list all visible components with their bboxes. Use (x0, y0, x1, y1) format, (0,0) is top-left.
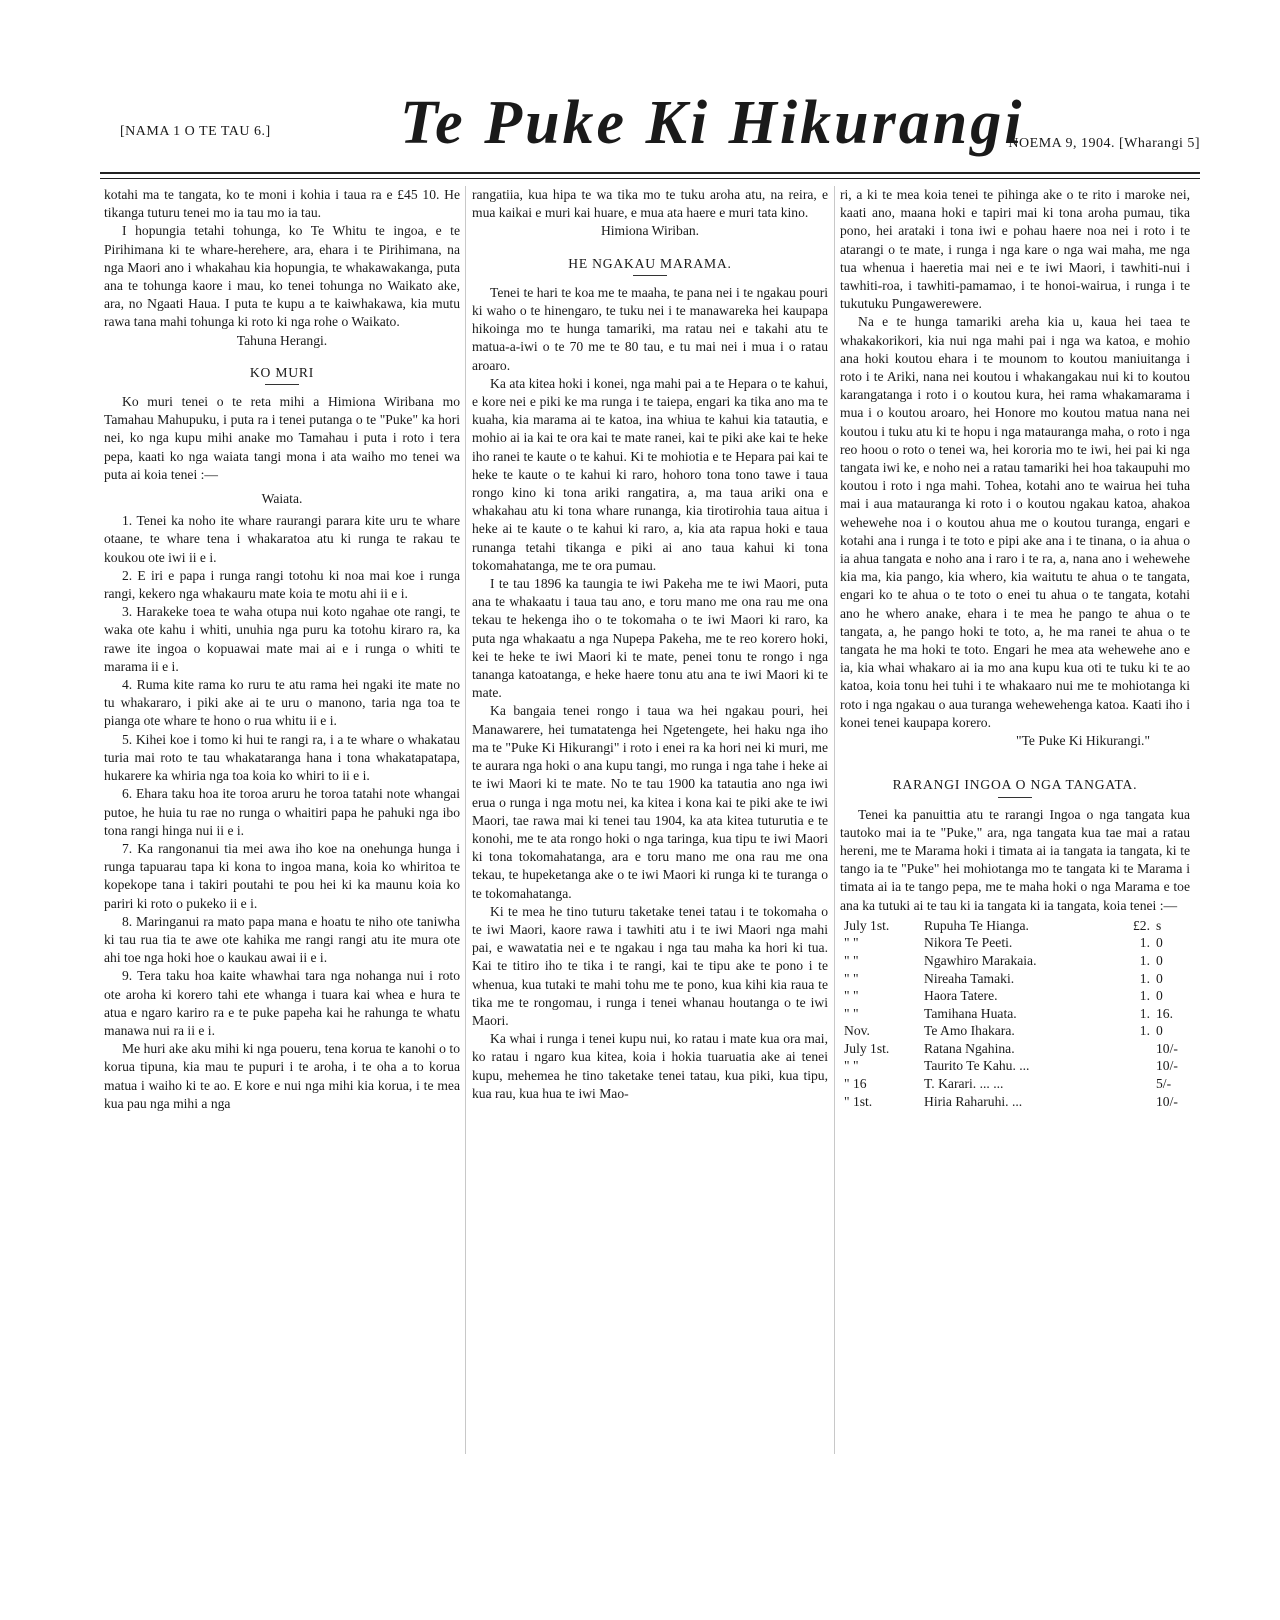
amount-pounds: 1. (1139, 1005, 1150, 1021)
verse: 7. Ka rangonanui tia mei awa iho koe na onehunga hunga i runga tapuarau tapa ki kona to ingoa mana, koia ko whiritoa te kopekope tana i takiri poutahi te pou hei ki ka maunu koia ko pariri ki roto o pukeko ii e i. (104, 840, 460, 911)
subscriber-row (840, 970, 1190, 988)
newspaper-title: Te Puke Ki Hikurangi (400, 89, 1025, 157)
paragraph: Me huri ake aku mihi ki nga poueru, tena korua te kanohi o to korua tipuna, kia mau te pupuri i te aroha, i te oha a to korua matua i waiho ki te ao. E kore e nui nga mihi kia korua, i te mea kua pau nga mihi a nga (104, 1041, 460, 1111)
verse: 6. Ehara taku hoa ite toroa aruru he toroa tatahi note whangai putoe, he huia tu rae no runga o whaitiri papa he pahuki nga ibo tona rangi hinga nui ii e i. (104, 786, 460, 838)
subscriber-name: Nireaha Tamaki. (924, 970, 1015, 986)
heading-rule (265, 384, 299, 385)
verse: 9. Tera taku hoa kaite whawhai tara nga nohanga nui i roto ote aroha ki korero tahi ete whanga i tuara kai whea e hura te atua e ngaro kariro ra e te puke papeha kai he rahunga te whatu manawa nui ra ii e i. (104, 968, 460, 1038)
amount-shillings: 10/- (1156, 1093, 1178, 1109)
subscriber-date: July 1st. (844, 1040, 890, 1056)
amount-shillings: 10/- (1156, 1040, 1178, 1056)
subscriber-name: Haora Tatere. (924, 988, 998, 1004)
subscriber-row (840, 1005, 1190, 1023)
paragraph: Na e te hunga tamariki areha kia u, kaua hei taea te whakakorikori, kia nui nga mahi pai i nga wa katoa, e mohio ana hoki koutou ehara i te mounom to koutou maniuitanga i roto i te Ariki, nana nei koutou i whakangakau nui ki to koutou karangatanga i roto i o koutou kura, hei rama whakamarama i mua i o koutou aroaro, hei Honore mo koutou matua nana nei koutou i tuku atu ki te hopu i nga matauranga maha, o roto i nga reo hoou o roto o tenei wa, hei kororia mo te iwi, hei pai ki nga tangata iwi ke, e noho nei a ratau tamariki hei hoa takaupuhi mo koutou i roto i nga mahi. Tohea, kotahi ano te wairua hei tuha mai i aua matauranga ki roto i o koutou ngakau katoa, ahakoa wehewehe noa i o koutou ahua me o koutou turanga, engari e kotahi ana i runga i te toto e pipi ake ana i te tinana, o ia ahua o ia ahua tangata e noho ana i raro i te ra, a, nana ano i wehewehe kia ma, kia pango, kia whero, kia waitutu te ahua o te tangata, engari ko te ahua o te toto o enei tu ahua o te tangata, kotahi ano he whero anake, ehara i te mea he pango te ahua o te tangata, a, he pango hoki te toto, a, he ma ranei te ahua o te tangata he ma hoki te toto. Engari he mea ata wehewehe ano e ia, kia whai whakaro ai ia mo ana kupu kua oti te tuku ki te ao katoa, koia tonu hei tuhi i te whakaaro nui me te mohiotanga ki roto i nga ngakau o aua turanga wehewehenga katoa. Kaati iho i konei tenei kaupapa korero. (840, 314, 1190, 730)
amount-pounds: £2. (1133, 917, 1150, 933)
subscriber-name: Hiria Raharuhi. ... (924, 1093, 1023, 1109)
subscriber-name: Ratana Ngahina. (924, 1040, 1015, 1056)
verse: 5. Kihei koe i tomo ki hui te rangi ra, i a te whare o whakatau turia mai roto te tau whakataranga hana i tona whakatapatapa, hukarere ka whiria nga toa koia ko whiri to ii e i. (104, 731, 460, 784)
subscriber-date: " " (844, 970, 859, 986)
poem-title: Waiata. (261, 491, 303, 507)
subscriber-date: July 1st. (844, 917, 890, 933)
column-2 (472, 186, 828, 1103)
signature: Tahuna Herangi. (236, 332, 328, 348)
paragraph: Ka ata kitea hoki i konei, nga mahi pai a te Hepara o te kahui, e kore nei e piki ke ma runga i te taiepa, engari ka tika ano ma te kuaha, kia marama ai te katoa, ina whiua te kahui kia tatautia, e mohio ai ia kai te ora kai te mate ranei, kai te piki ake kai te heke iho ranei te kaute o te kahui. Ki te mohiotia e te Hepara pai kai te heke te kaute o te kahui ki raro, hohoro tona tono tawe i taua rongo kino ki tona ariki rangatira, a, ma taua ariki ona e whakahau atu ki tona whare runanga, kia tirotirohia taua aitua i heke ai te kaute o te kahui ki raro, a, kia ata rapua hoki e taua runanga tetahi tikanga e piki ai ano taua kahui ki tona tokomahatanga, me te ora pumau. (472, 375, 828, 573)
amount-pounds (1110, 1040, 1150, 1058)
verse: 1. Tenei ka noho ite whare raurangi parara kite uru te whare otaane, te whare tena i whakaratoa atu ki runga te rakau te koukou ote iwi ii e i. (104, 513, 460, 565)
subscriber-name: Rupuha Te Hianga. (924, 917, 1029, 933)
amount-pounds (1110, 1075, 1150, 1093)
paragraph: ri, a ki te mea koia tenei te pihinga ake o te rito i maroke nei, kaati ano, maana hoki e tapiri mai ki tona aroha pumau, tika pono, hei arataki i tona iwi e pohau haere noa nei i roto i te atarangi o te mate, i runga i nga kare o nga wai maha, me nga tua whenua i haeretia mai nei e te iwi Maori, i tawhiti-nui i tawhiti-roa, i tawhiti-pamamao, i te honoi-wairua, i runga i te tukutuku Pungawerewere. (840, 187, 1190, 312)
subscriber-row (840, 952, 1190, 970)
column-3 (840, 186, 1190, 1110)
amount-shillings: 16. (1156, 1005, 1173, 1021)
subscriber-row (840, 934, 1190, 952)
amount-pounds (1110, 1093, 1150, 1111)
amount-pounds (1110, 1057, 1150, 1075)
paragraph: Ko muri tenei o te reta mihi a Himiona Wiribana mo Tamahau Mahupuku, i puta ra i tenei putanga o te "Puke" ka hori nei, ko nga kupu mihi anake mo Tamahau i puta i roto i tera pepa, kaati ko nga waiata tangi mona i ata waiho mo tenei wa puta ai koia tenei :— (104, 394, 460, 482)
subscriber-name: T. Karari. ... ... (924, 1076, 1004, 1092)
verse: 3. Harakeke toea te waha otupa nui koto ngahae ote rangi, te waka ote kahu i whiti, unuhia nga puru ka totohu kiraro ra, ka rawe ite ingoa o kopuawai mate mai ai e i runga o whiti te marama ii e i. (104, 604, 460, 674)
amount-shillings: 5/- (1156, 1076, 1172, 1092)
section-heading: HE NGAKAU MARAMA. (568, 255, 732, 271)
paragraph: Ka bangaia tenei rongo i taua wa hei ngakau pouri, hei Manawarere, hei tumatatenga hei Ngetengete, hei haku nga iho ma te "Puke Ki Hikurangi" i roto i enei ra ka hori nei ki muri, me te aurara nga hoki o ana kupu tangi, mo runga i nga tahe i heke ai te iwi Maori ki te mate. No te tau 1900 ka tatautia ano nga iwi erua o runga i nga motu nei, ka kitea i kona kai te piki ake te iwi Maori, tae rawa mai ki tenei tau 1904, ka ata kitea tuturutia e te konohi, me te ata rongo hoki o nga taringa, kua tipu te iwi Maori ki tona tokomahatanga, ara e toru mano me ona rau me ona tekau, te hupeketanga ake o te iwi Maori ki runga ki te turanga o te tokomahatanga. (472, 703, 828, 901)
paragraph: Ki te mea he tino tuturu taketake tenei tatau i te tokomaha o te iwi Maori, kaore rawa i tawhiti atu i te iwi Maori nga mahi pai, e wawatatia nei e te ngakau i nga tau maha ka hori ki tua. Kai te titiro iho te tika i te rangi, kai te tipu ake te pono i te whenua, kua tutaki te mahi tohu me te pono, kua kihi kia raua te tika me te rongomau, i runga i tenei whanau houtanga o te iwi Maori. (472, 903, 828, 1028)
paragraph: I te tau 1896 ka taungia te iwi Pakeha me te iwi Maori, puta ana te whakaatu i taua tau ano, e toru mano me ona rau me ona tekau te hekenga iho o te tokomaha o te iwi Maori ki raro, ka puta nga whakaatu a nga Nupepa Pakeha, me te reo korero hoki, kei te heke te iwi Maori ki te mate, penei tonu te rongo i nga tananga katoatanga, e heke haere tonu atu ana te iwi Maori ki te mate. (472, 576, 828, 701)
subscriber-row (840, 1022, 1190, 1040)
section-heading: RARANGI INGOA O NGA TANGATA. (892, 777, 1138, 793)
subscriber-date: " " (844, 952, 859, 968)
heading-rule (633, 275, 667, 276)
subscriber-row (840, 1075, 1190, 1093)
masthead-rule-thin (100, 178, 1200, 179)
subscriber-name: Tamihana Huata. (924, 1005, 1017, 1021)
issue-number: [NAMA 1 O TE TAU 6.] (120, 124, 271, 139)
paragraph: I hopungia tetahi tohunga, ko Te Whitu te ingoa, e te Pirihimana ki te whare-herehere, ara, ehara i te Pirihimana, na nga Maori ano i whakahau kia hopungia, te whakawakanga, puta ana te tohunga kaore i mau, ko tenei tohunga no Waikato ake, ara, no Ngaati Haua. I puta te kupu a te kaiwhakawa, kia mutu rawa tana mahi tohunga ki roto ki nga rohe o Waikato. (104, 223, 460, 330)
subscriber-date: " " (844, 1005, 859, 1021)
subscriber-date: Nov. (844, 1023, 870, 1039)
masthead-rule (100, 172, 1200, 174)
amount-shillings: 0 (1156, 952, 1163, 968)
heading-rule (998, 797, 1032, 798)
subscriber-name: Taurito Te Kahu. ... (924, 1058, 1030, 1074)
verse: 2. E iri e papa i runga rangi totohu ki noa mai koe i runga rangi, kekero nga whakauru mate koia te motu ahi ii e i. (104, 567, 460, 602)
paragraph: Ka whai i runga i tenei kupu nui, ko ratau i mate kua ora mai, ko ratau i ngaro kua kitea, koia i hokia tuaruatia ake ai tenei kupu, mehemea he tino taketake tenei tatau, kua piki, kua tipu, kua rau, kua hua te iwi Mao- (472, 1031, 828, 1101)
amount-shillings: 0 (1156, 988, 1163, 1004)
subscriber-date: " " (844, 1058, 859, 1074)
subscriber-row (840, 987, 1190, 1005)
paragraph: Tenei te hari te koa me te maaha, te pana nei i te ngakau pouri ki waho o te hinengaro, te tuku nei i te manawareka hei kaupapa hikoinga mo te hunga tamariki, ma ratau nei e takahi atu te matua-a-iwi o te 70 me te 80 tau, e tu mai nei i mua i o ratau aroaro. (472, 284, 828, 373)
column-divider (465, 186, 466, 1454)
column-divider (834, 186, 835, 1454)
subscriber-name: Nikora Te Peeti. (924, 935, 1013, 951)
verse: 4. Ruma kite rama ko ruru te atu rama hei ngaki ite mate no tu whakararo, i piki ake ai te uru o manono, taria nga toa te pianga ote whare te hono o rua whitu ii e i. (104, 677, 460, 729)
subscriber-row (840, 917, 1190, 935)
verse: 8. Maringanui ra mato papa mana e hoatu te niho ote taniwha ki tau rua tia te awe ote kahika me rangi rangi atu ite mura ote ahi toe nga hoki hoe o kaukau awai ii e i. (104, 913, 460, 966)
paragraph: rangatiia, kua hipa te wa tika mo te tuku aroha atu, na reira, e mua kaikai e muri kai huare, e mua ata haere e muri tata kino. (472, 187, 828, 221)
amount-pounds: 1. (1139, 970, 1150, 986)
amount-shillings: 0 (1156, 1023, 1163, 1039)
subscriber-date: " 1st. (844, 1093, 873, 1109)
subscriber-date: " " (844, 988, 859, 1004)
amount-pounds: 1. (1139, 952, 1150, 968)
amount-shillings: 0 (1156, 935, 1163, 951)
subscriber-row (840, 1040, 1190, 1058)
subscriber-name: Te Amo Ihakara. (924, 1023, 1015, 1039)
paragraph: kotahi ma te tangata, ko te moni i kohia i taua ra e £45 10. He tikanga tuturu tenei mo ia tau mo ia tau. (104, 187, 460, 221)
amount-pounds: 1. (1139, 1023, 1150, 1039)
amount-pounds: 1. (1139, 935, 1150, 951)
signature: Himiona Wiriban. (600, 223, 700, 239)
amount-shillings: s (1156, 917, 1162, 933)
section-heading: KO MURI (249, 364, 315, 380)
amount-pounds: 1. (1139, 988, 1150, 1004)
subscriber-row (840, 1057, 1190, 1075)
issue-date-page: NOEMA 9, 1904. [Wharangi 5] (1008, 136, 1200, 151)
masthead (100, 88, 1200, 172)
paragraph: Tenei ka panuittia atu te rarangi Ingoa o nga tangata kua tautoko mai ia te "Puke," ara, nga tangata kua tae mai a ratau hereni, me te Marama hoki i timata ai ia tangata ia tangata, ki te tango ia te "Puke" hei mohiotanga mo te tangata ki te Marama i timata ai ia te tango pepa, me te maha hoki o nga Marama e toe ana ka tutuki ai te tau ki ia tangata ki ia tangata, koia tenei :— (840, 806, 1190, 913)
subscriber-date: " 16 (844, 1076, 867, 1092)
subscriber-row (840, 1093, 1190, 1111)
signature: "Te Puke Ki Hikurangi." (1016, 733, 1150, 749)
amount-shillings: 10/- (1156, 1058, 1178, 1074)
column-1 (104, 186, 460, 1113)
amount-shillings: 0 (1156, 970, 1163, 986)
subscriber-list (840, 917, 1190, 1111)
subscriber-date: " " (844, 935, 859, 951)
subscriber-name: Ngawhiro Marakaia. (924, 952, 1037, 968)
